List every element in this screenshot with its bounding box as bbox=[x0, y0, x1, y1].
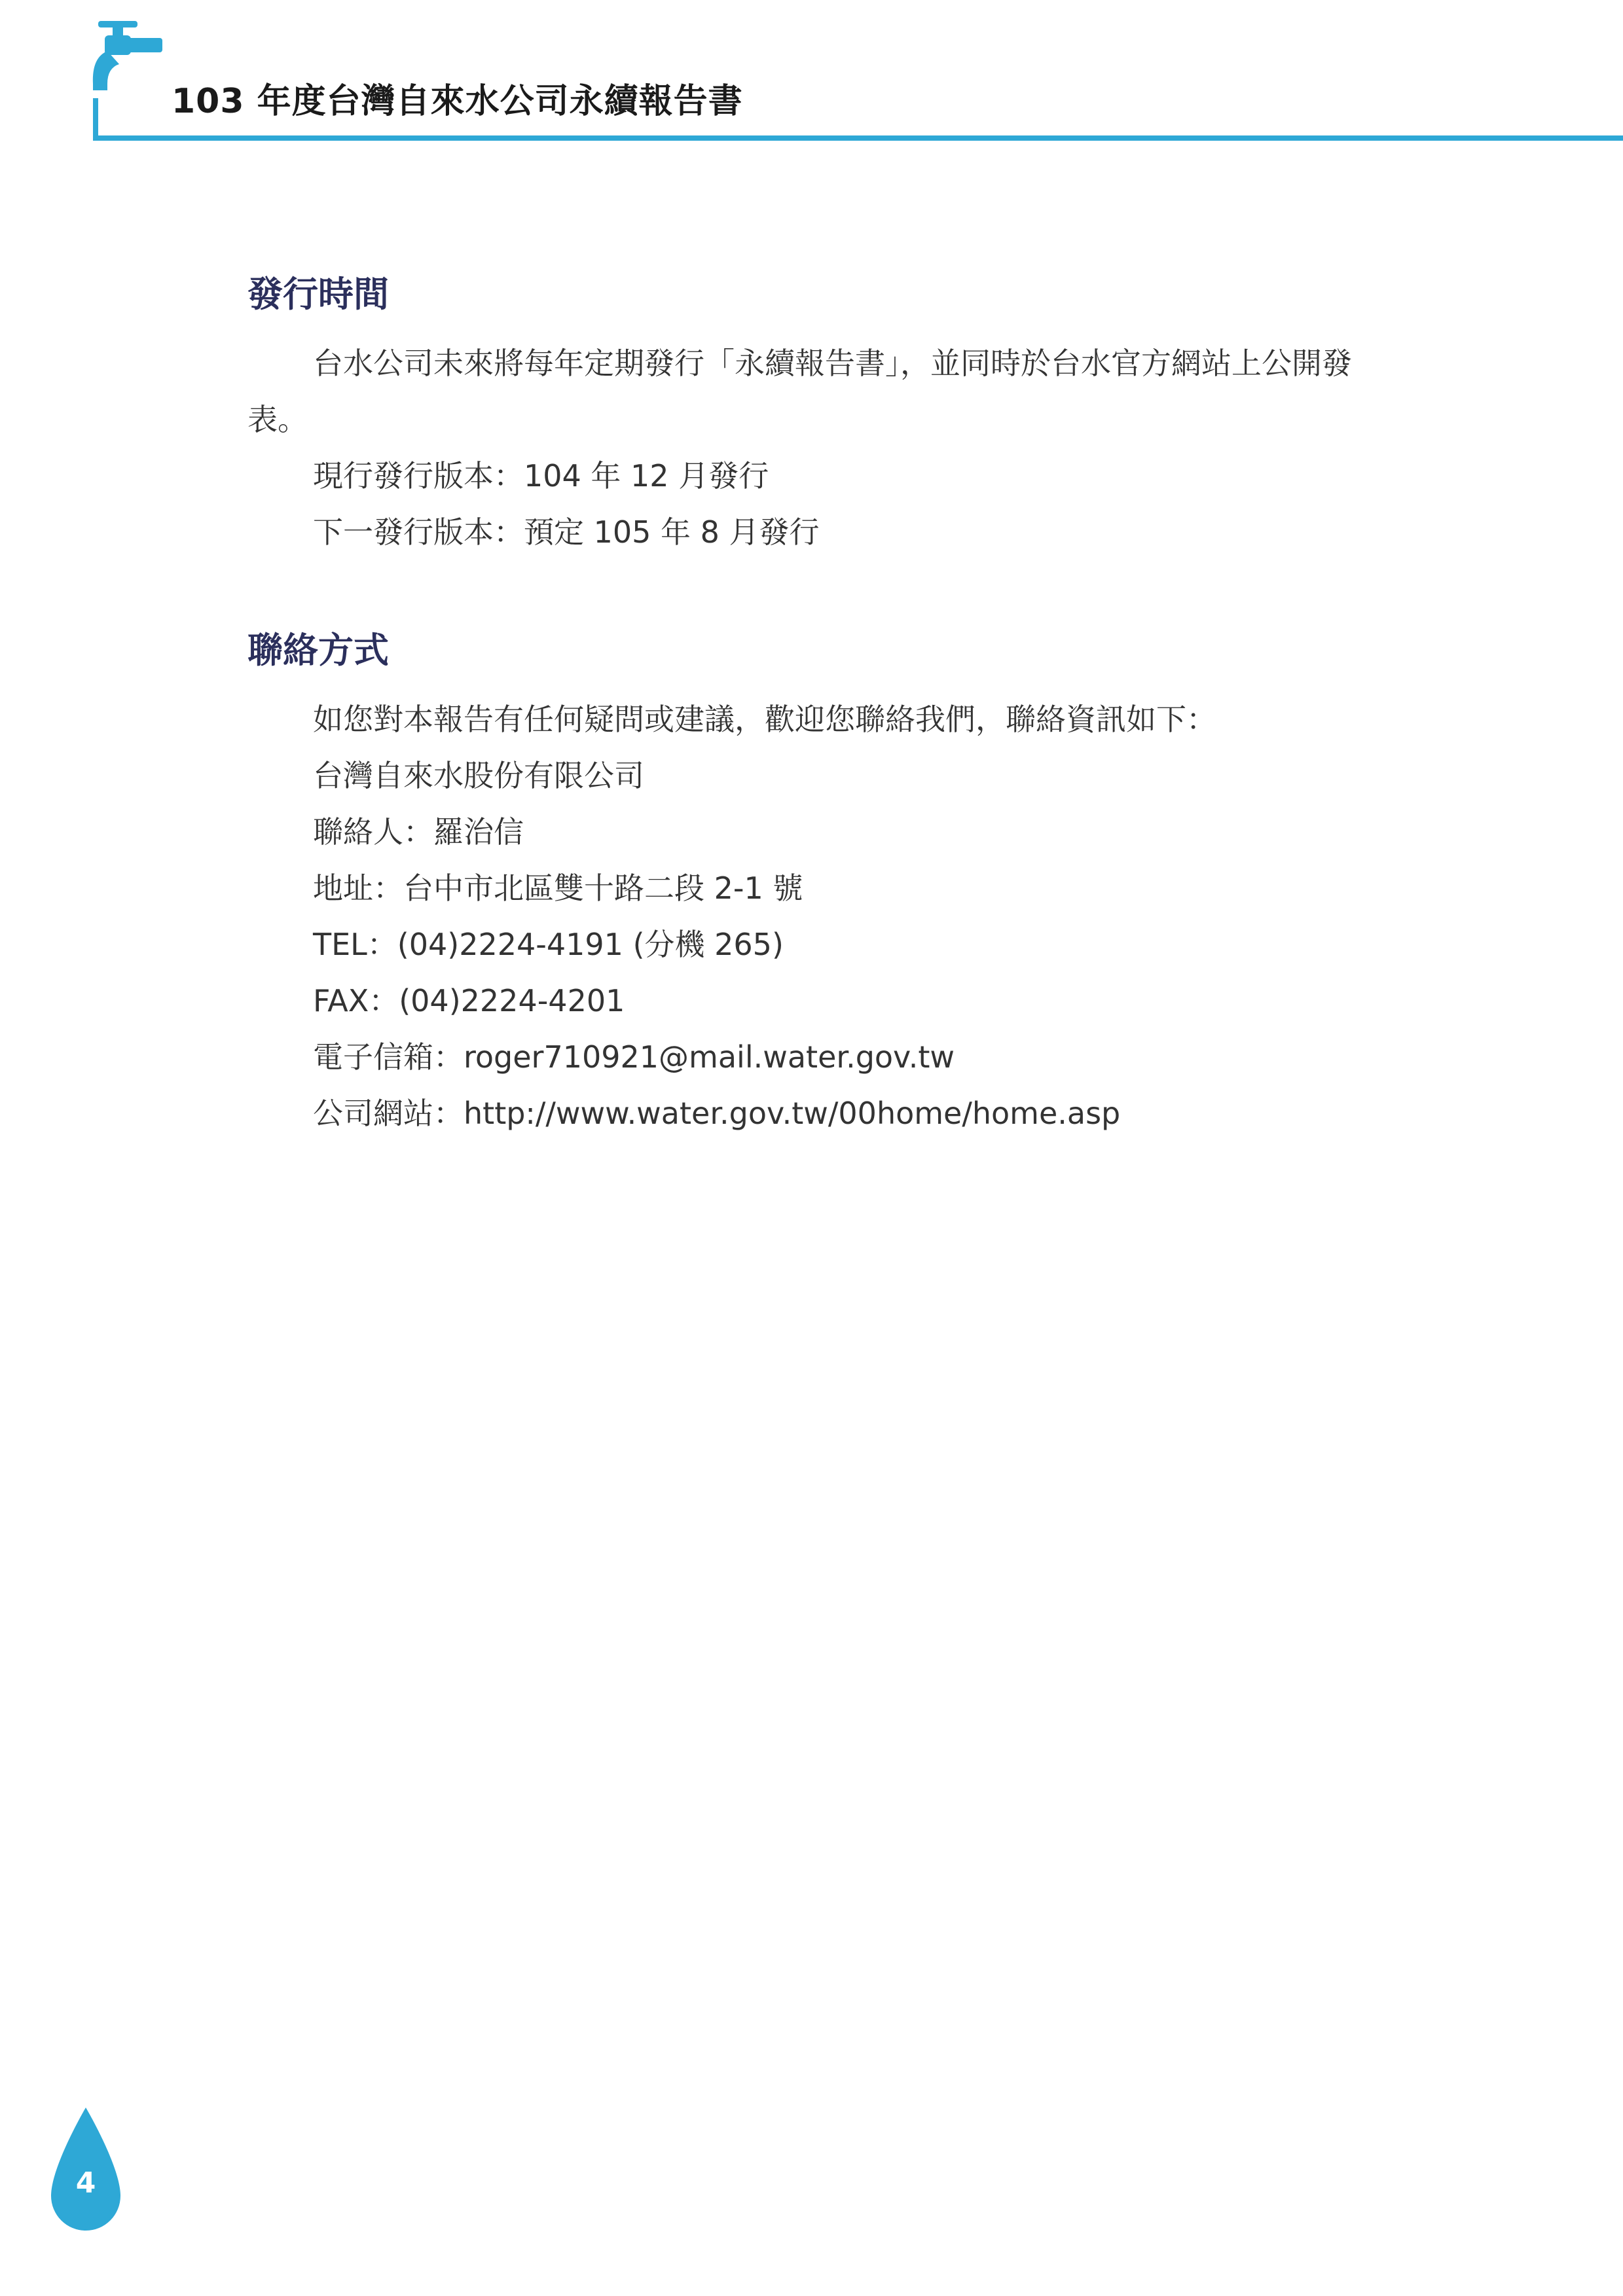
contact-email[interactable]: 電子信箱：roger710921@mail.water.gov.tw bbox=[313, 1039, 955, 1075]
publication-section bbox=[247, 268, 1387, 560]
contact-person: 聯絡人：羅治信 bbox=[313, 814, 524, 850]
header-rule-vertical bbox=[93, 98, 98, 141]
publication-heading: 發行時間 bbox=[247, 274, 389, 315]
next-version: 下一發行版本：預定 105 年 8 月發行 bbox=[313, 514, 820, 550]
contact-fax: FAX：(04)2224-4201 bbox=[313, 983, 625, 1018]
main-content bbox=[247, 268, 1387, 1141]
contact-address: 地址：台中市北區雙十路二段 2-1 號 bbox=[313, 870, 803, 906]
page-header bbox=[0, 0, 1623, 151]
header-rule-horizontal bbox=[93, 135, 1623, 141]
faucet-icon bbox=[85, 18, 164, 110]
contact-heading: 聯絡方式 bbox=[247, 630, 389, 671]
page-number: 4 bbox=[75, 2166, 96, 2200]
current-version: 現行發行版本：104 年 12 月發行 bbox=[313, 458, 769, 493]
publication-paragraph: 台水公司未來將每年定期發行「永續報告書」，並同時於台水官方網站上公開發表。 bbox=[247, 346, 1352, 437]
contact-tel: TEL：(04)2224-4191 (分機 265) bbox=[313, 927, 784, 962]
report-title: 103 年度台灣自來水公司永續報告書 bbox=[172, 82, 743, 121]
contact-website[interactable]: 公司網站：http://www.water.gov.tw/00home/home.asp bbox=[313, 1096, 1121, 1131]
contact-company: 台灣自來水股份有限公司 bbox=[313, 758, 644, 793]
contact-intro: 如您對本報告有任何疑問或建議，歡迎您聯絡我們，聯絡資訊如下： bbox=[313, 702, 1216, 737]
contact-section bbox=[247, 624, 1387, 1141]
